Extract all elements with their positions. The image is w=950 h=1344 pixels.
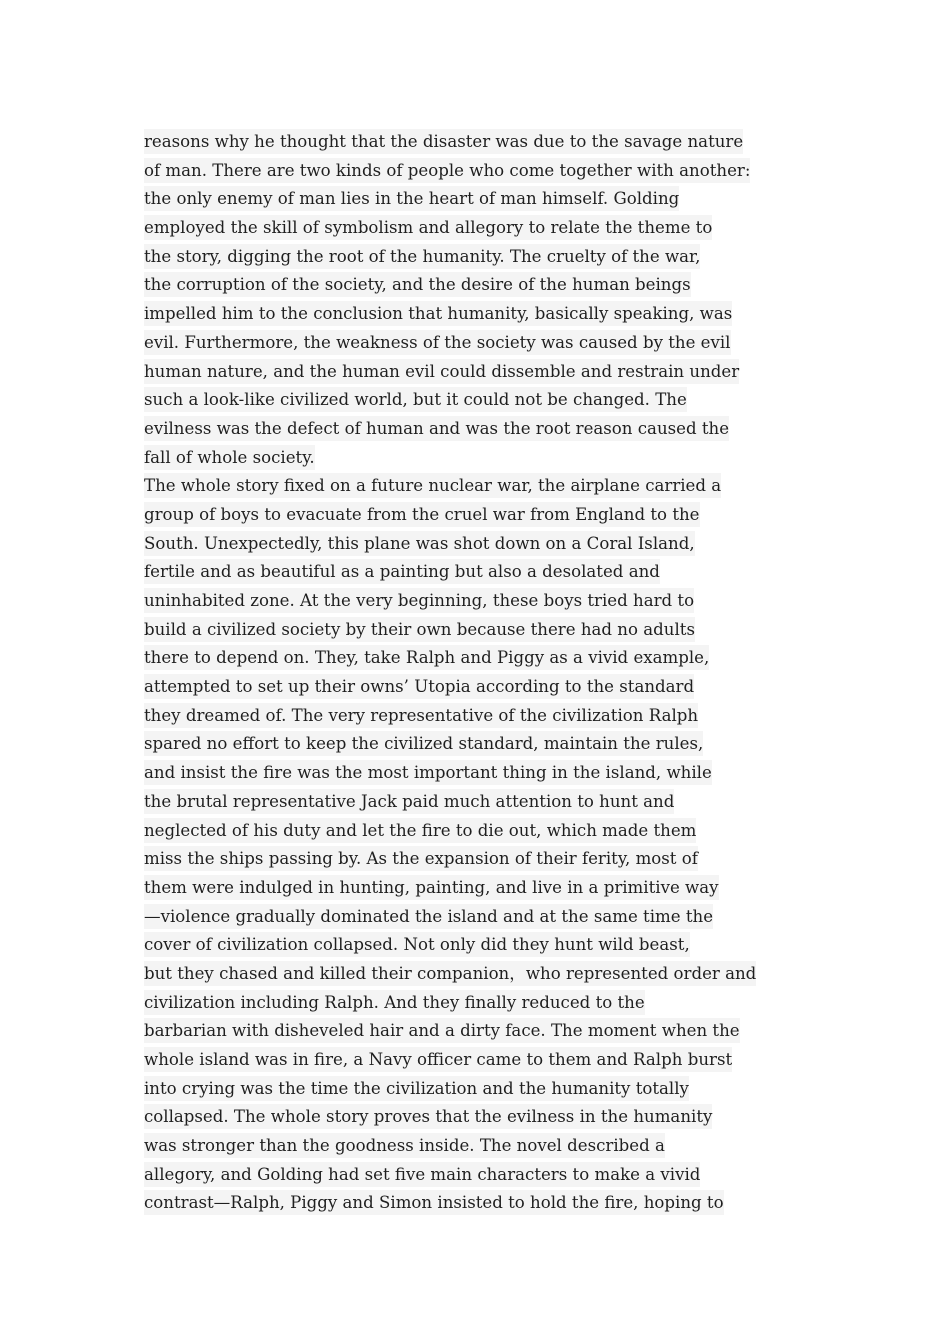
- text-line: [144, 1189, 824, 1218]
- text-line-content: build a civilized society by their own because there had no adults: [144, 617, 695, 642]
- text-line: [144, 1046, 824, 1075]
- text-line: [144, 415, 824, 444]
- text-line-content: collapsed. The whole story proves that the evilness in the humanity: [144, 1104, 712, 1129]
- text-line-content: neglected of his duty and let the fire to die out, which made them: [144, 818, 696, 843]
- text-line: [144, 1103, 824, 1132]
- text-line-content: they dreamed of. The very representative of the civilization Ralph: [144, 703, 698, 728]
- text-line-content: the brutal representative Jack paid much attention to hunt and: [144, 789, 674, 814]
- text-line-content: attempted to set up their owns’ Utopia according to the standard: [144, 674, 694, 699]
- text-line-content: evil. Furthermore, the weakness of the society was caused by the evil: [144, 330, 731, 355]
- text-line: [144, 1132, 824, 1161]
- text-line: [144, 644, 824, 673]
- text-line-content: and insist the fire was the most important thing in the island, while: [144, 760, 712, 785]
- text-line-content: —violence gradually dominated the island and at the same time the: [144, 904, 713, 929]
- text-line: [144, 874, 824, 903]
- text-line: [144, 759, 824, 788]
- text-line-content: reasons why he thought that the disaster was due to the savage nature: [144, 129, 743, 154]
- text-line-content: contrast—Ralph, Piggy and Simon insisted to hold the fire, hoping to: [144, 1190, 724, 1215]
- text-line: [144, 501, 824, 530]
- text-line: [144, 558, 824, 587]
- text-line-content: civilization including Ralph. And they finally reduced to the: [144, 990, 645, 1015]
- text-line: [144, 300, 824, 329]
- text-line-content: there to depend on. They, take Ralph and Piggy as a vivid example,: [144, 645, 709, 670]
- body-text: [144, 128, 824, 1218]
- text-line: [144, 1017, 824, 1046]
- text-line-content: was stronger than the goodness inside. The novel described a: [144, 1133, 665, 1158]
- text-line: [144, 788, 824, 817]
- text-line: [144, 903, 824, 932]
- text-line-content: impelled him to the conclusion that humanity, basically speaking, was: [144, 301, 732, 326]
- text-line-content: barbarian with disheveled hair and a dirty face. The moment when the: [144, 1018, 740, 1043]
- text-line-content: cover of civilization collapsed. Not only did they hunt wild beast,: [144, 932, 690, 957]
- text-line-content: of man. There are two kinds of people who come together with another:: [144, 158, 750, 183]
- text-line-content: allegory, and Golding had set five main characters to make a vivid: [144, 1162, 700, 1187]
- text-line: [144, 214, 824, 243]
- text-line-content: but they chased and killed their companion，who represented order and: [144, 961, 756, 986]
- text-line: [144, 989, 824, 1018]
- text-line: [144, 616, 824, 645]
- text-line: [144, 730, 824, 759]
- text-line-content: South. Unexpectedly, this plane was shot down on a Coral Island,: [144, 531, 695, 556]
- text-line-content: miss the ships passing by. As the expansion of their ferity, most of: [144, 846, 698, 871]
- text-line: [144, 960, 824, 989]
- text-line-content: fall of whole society.: [144, 445, 315, 470]
- text-line-content: the only enemy of man lies in the heart of man himself. Golding: [144, 186, 679, 211]
- text-line-content: them were indulged in hunting, painting, and live in a primitive way: [144, 875, 719, 900]
- text-line: [144, 329, 824, 358]
- text-line-content: such a look-like civilized world, but it could not be changed. The: [144, 387, 687, 412]
- text-line: [144, 1075, 824, 1104]
- text-line-content: into crying was the time the civilization and the humanity totally: [144, 1076, 689, 1101]
- text-line: [144, 185, 824, 214]
- text-line: [144, 157, 824, 186]
- text-line: [144, 530, 824, 559]
- text-line-content: fertile and as beautiful as a painting but also a desolated and: [144, 559, 660, 584]
- text-line: [144, 386, 824, 415]
- text-line: [144, 271, 824, 300]
- text-line: [144, 243, 824, 272]
- text-line-content: the story, digging the root of the humanity. The cruelty of the war,: [144, 244, 700, 269]
- text-line-content: human nature, and the human evil could dissemble and restrain under: [144, 359, 739, 384]
- text-line: [144, 358, 824, 387]
- text-line-content: group of boys to evacuate from the cruel war from England to the: [144, 502, 700, 527]
- text-line-content: The whole story fixed on a future nuclear war, the airplane carried a: [144, 473, 721, 498]
- text-line: [144, 1161, 824, 1190]
- text-line: [144, 472, 824, 501]
- text-line-content: whole island was in fire, a Navy officer came to them and Ralph burst: [144, 1047, 732, 1072]
- text-line: [144, 587, 824, 616]
- text-line: [144, 845, 824, 874]
- text-line: [144, 702, 824, 731]
- text-line-content: evilness was the defect of human and was the root reason caused the: [144, 416, 729, 441]
- text-line-content: uninhabited zone. At the very beginning, these boys tried hard to: [144, 588, 694, 613]
- text-line: [144, 128, 824, 157]
- text-line: [144, 931, 824, 960]
- text-line: [144, 673, 824, 702]
- text-line: [144, 817, 824, 846]
- text-line: [144, 444, 824, 473]
- text-line-content: the corruption of the society, and the desire of the human beings: [144, 272, 691, 297]
- text-line-content: spared no effort to keep the civilized standard, maintain the rules,: [144, 731, 703, 756]
- text-line-content: employed the skill of symbolism and allegory to relate the theme to: [144, 215, 712, 240]
